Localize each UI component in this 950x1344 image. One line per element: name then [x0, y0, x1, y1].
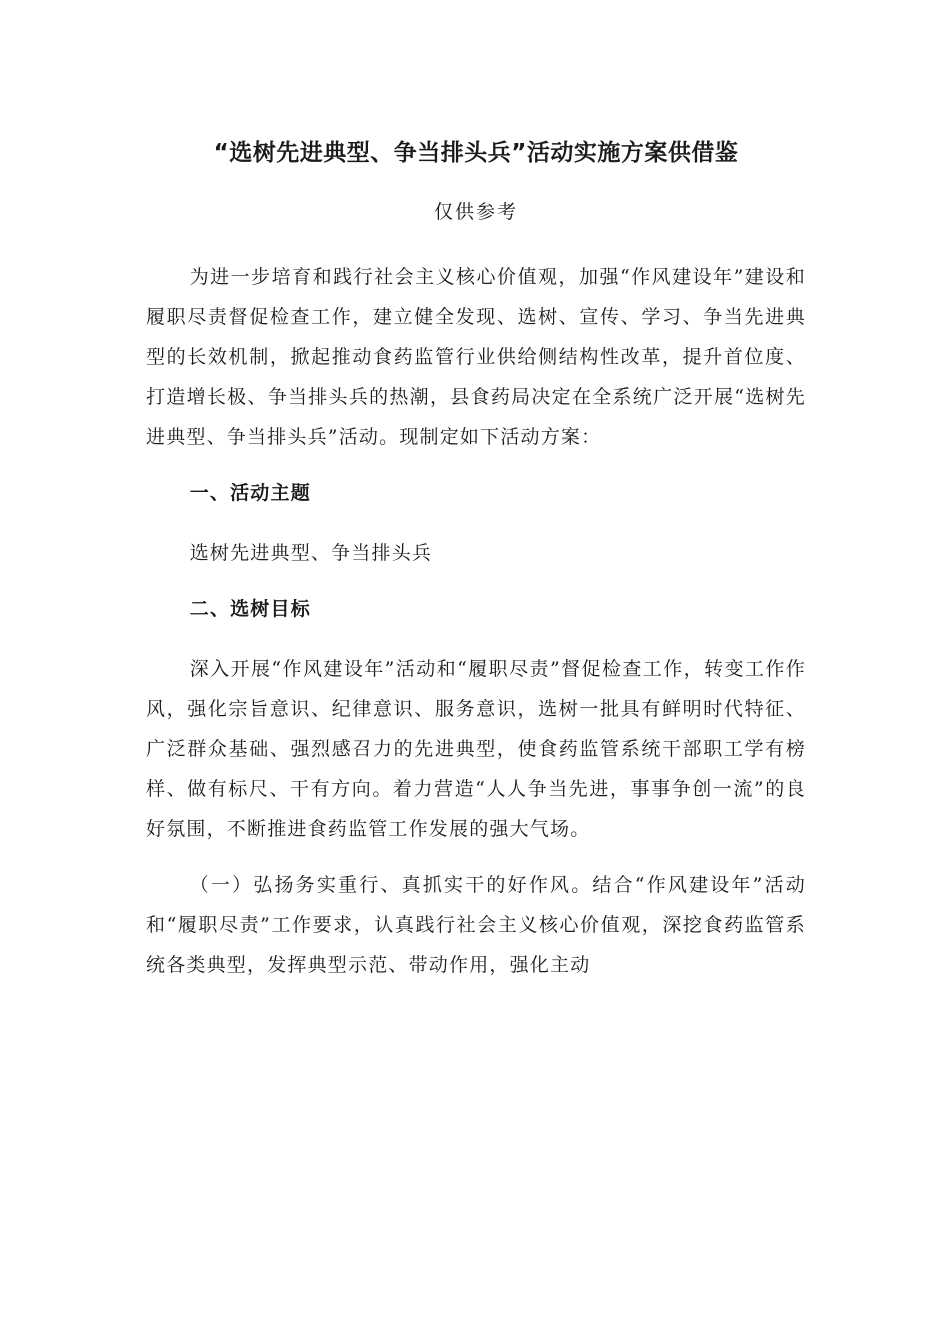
section-theme-body: 选树先进典型、争当排头兵 — [189, 542, 433, 564]
section-goal-body: 深入开展“作风建设年”活动和“履职尽责”督促检查工作，转变工作作风，强化宗旨意识、纪律意识、服务意识，选树一批具有鲜明时代特征、广泛群众基础、强烈感召力的先进典型，使食药监管系统干部职工学有榜样、做有标尺、干有方向。着力营造“人人争当先进，事事争创一流”的良好氛围，不断推进食药监管工作发展的强大气场。 — [146, 658, 806, 840]
section-goal-item-1: （一）弘扬务实重行、真抓实干的好作风。结合“作风建设年”活动和“履职尽责”工作要求，认真践行社会主义核心价值观，深挖食药监管系统各类典型，发挥典型示范、带动作用，强化主动 — [146, 874, 806, 976]
section-heading-goal: 二、选树目标 — [189, 598, 311, 620]
intro-paragraph: 为进一步培育和践行社会主义核心价值观，加强“作风建设年”建设和履职尽责督促检查工作，建立健全发现、选树、宣传、学习、争当先进典型的长效机制，掀起推动食药监管行业供给侧结构性改革，提升首位度、打造增长极、争当排头兵的热潮，县食药局决定在全系统广泛开展“选树先进典型、争当排头兵”活动。现制定如下活动方案： — [146, 266, 806, 448]
document-subtitle: 仅供参考 — [433, 201, 518, 223]
document-body — [146, 136, 806, 1001]
document-title: “选树先进典型、争当排头兵”活动实施方案供借鉴 — [213, 140, 739, 166]
section-heading-theme: 一、活动主题 — [189, 482, 311, 504]
